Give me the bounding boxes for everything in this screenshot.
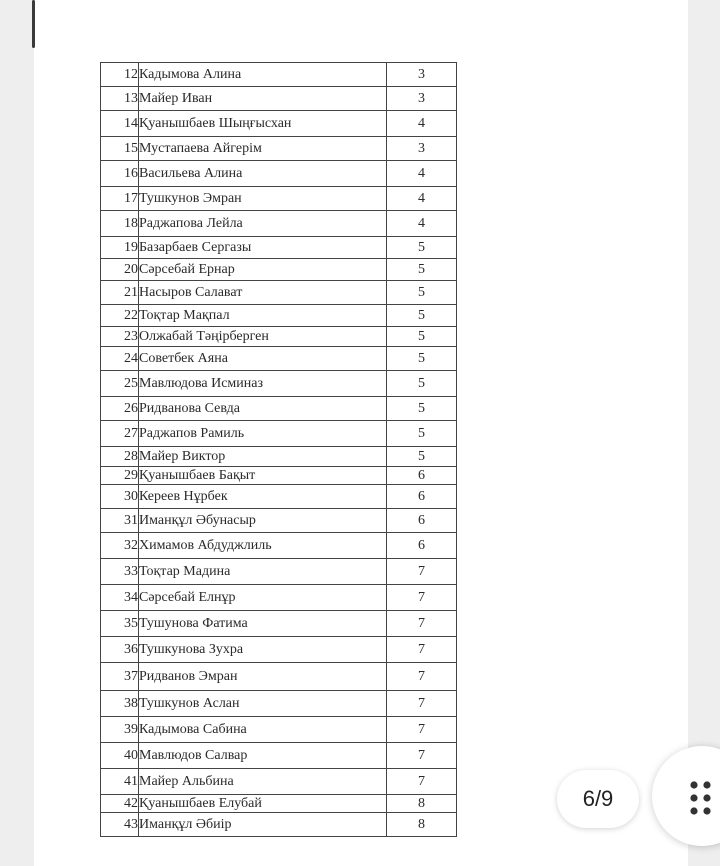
student-grade: 5 xyxy=(387,259,457,281)
row-number: 27 xyxy=(101,421,139,447)
table-row xyxy=(101,211,457,237)
page-edge-mark xyxy=(32,0,35,48)
row-number: 20 xyxy=(101,259,139,281)
student-grade: 4 xyxy=(387,161,457,187)
table-row xyxy=(101,533,457,559)
student-grade: 5 xyxy=(387,421,457,447)
table-row xyxy=(101,137,457,161)
row-number: 24 xyxy=(101,347,139,371)
student-grade: 5 xyxy=(387,371,457,397)
row-number: 22 xyxy=(101,305,139,327)
student-grade: 7 xyxy=(387,743,457,769)
row-number: 43 xyxy=(101,813,139,837)
table-row xyxy=(101,281,457,305)
student-name: Базарбаев Сергазы xyxy=(139,237,387,259)
row-number: 39 xyxy=(101,717,139,743)
row-number: 12 xyxy=(101,63,139,87)
row-number: 32 xyxy=(101,533,139,559)
table-row xyxy=(101,305,457,327)
student-name: Майер Альбина xyxy=(139,769,387,795)
student-name: Сәрсебай Елнұр xyxy=(139,585,387,611)
row-number: 28 xyxy=(101,447,139,467)
table-row xyxy=(101,327,457,347)
student-name: Майер Виктор xyxy=(139,447,387,467)
table-row xyxy=(101,559,457,585)
student-grade: 5 xyxy=(387,397,457,421)
student-grade: 8 xyxy=(387,795,457,813)
page-indicator[interactable] xyxy=(557,770,639,828)
row-number: 42 xyxy=(101,795,139,813)
row-number: 41 xyxy=(101,769,139,795)
table-row xyxy=(101,637,457,663)
student-roster-table xyxy=(100,62,457,837)
table-row xyxy=(101,467,457,485)
student-grade: 8 xyxy=(387,813,457,837)
table-row xyxy=(101,111,457,137)
student-name: Кадымова Сабина xyxy=(139,717,387,743)
grid-dots-icon xyxy=(690,780,716,816)
student-name: Кадымова Алина xyxy=(139,63,387,87)
table-row xyxy=(101,63,457,87)
student-name: Ридванов Эмран xyxy=(139,663,387,691)
table-row xyxy=(101,161,457,187)
table-row xyxy=(101,347,457,371)
table-row xyxy=(101,795,457,813)
student-grade: 7 xyxy=(387,637,457,663)
student-grade: 6 xyxy=(387,533,457,559)
student-name: Мавлюдова Исминаз xyxy=(139,371,387,397)
student-grade: 6 xyxy=(387,509,457,533)
table-row xyxy=(101,259,457,281)
row-number: 40 xyxy=(101,743,139,769)
student-name: Сәрсебай Ернар xyxy=(139,259,387,281)
student-name: Тушунова Фатима xyxy=(139,611,387,637)
row-number: 34 xyxy=(101,585,139,611)
row-number: 17 xyxy=(101,187,139,211)
student-grade: 6 xyxy=(387,485,457,509)
table-row xyxy=(101,237,457,259)
table-row xyxy=(101,691,457,717)
table-row xyxy=(101,485,457,509)
student-name: Майер Иван xyxy=(139,87,387,111)
student-grade: 4 xyxy=(387,111,457,137)
table-row xyxy=(101,585,457,611)
student-grade: 3 xyxy=(387,87,457,111)
student-grade: 3 xyxy=(387,137,457,161)
row-number: 26 xyxy=(101,397,139,421)
student-name: Мавлюдов Салвар xyxy=(139,743,387,769)
row-number: 15 xyxy=(101,137,139,161)
table-row xyxy=(101,447,457,467)
student-name: Қуанышбаев Бақыт xyxy=(139,467,387,485)
student-grade: 5 xyxy=(387,281,457,305)
student-name: Қуанышбаев Шыңғысхан xyxy=(139,111,387,137)
row-number: 25 xyxy=(101,371,139,397)
row-number: 33 xyxy=(101,559,139,585)
table-row xyxy=(101,813,457,837)
table-row xyxy=(101,717,457,743)
student-grade: 5 xyxy=(387,447,457,467)
table-row xyxy=(101,663,457,691)
student-grade: 7 xyxy=(387,611,457,637)
row-number: 30 xyxy=(101,485,139,509)
student-name: Қуанышбаев Елубай xyxy=(139,795,387,813)
student-name: Тоқтар Мадина xyxy=(139,559,387,585)
student-name: Олжабай Тәңірберген xyxy=(139,327,387,347)
student-name: Тушкунов Аслан xyxy=(139,691,387,717)
student-grade: 7 xyxy=(387,769,457,795)
row-number: 36 xyxy=(101,637,139,663)
table-row xyxy=(101,397,457,421)
student-grade: 7 xyxy=(387,559,457,585)
student-grade: 7 xyxy=(387,691,457,717)
student-name: Насыров Салават xyxy=(139,281,387,305)
table-row xyxy=(101,187,457,211)
student-name: Мустапаева Айгерім xyxy=(139,137,387,161)
roster-body xyxy=(101,63,457,837)
student-grade: 4 xyxy=(387,211,457,237)
student-name: Ридванова Севда xyxy=(139,397,387,421)
student-name: Тоқтар Мақпал xyxy=(139,305,387,327)
student-grade: 5 xyxy=(387,327,457,347)
student-name: Тушкунов Эмран xyxy=(139,187,387,211)
page-indicator-label: 6/9 xyxy=(582,786,614,811)
row-number: 35 xyxy=(101,611,139,637)
student-name: Советбек Аяна xyxy=(139,347,387,371)
row-number: 31 xyxy=(101,509,139,533)
student-grade: 7 xyxy=(387,717,457,743)
table-row xyxy=(101,421,457,447)
student-name: Раджапов Рамиль xyxy=(139,421,387,447)
table-row xyxy=(101,509,457,533)
student-grade: 5 xyxy=(387,305,457,327)
student-grade: 5 xyxy=(387,347,457,371)
student-grade: 6 xyxy=(387,467,457,485)
student-name: Васильева Алина xyxy=(139,161,387,187)
student-name: Кереев Нұрбек xyxy=(139,485,387,509)
table-row xyxy=(101,769,457,795)
student-name: Иманқұл Әбунасыр xyxy=(139,509,387,533)
row-number: 14 xyxy=(101,111,139,137)
student-name: Иманқұл Әбиір xyxy=(139,813,387,837)
row-number: 18 xyxy=(101,211,139,237)
table-row xyxy=(101,87,457,111)
student-grade: 7 xyxy=(387,663,457,691)
student-name: Раджапова Лейла xyxy=(139,211,387,237)
student-name: Тушкунова Зухра xyxy=(139,637,387,663)
row-number: 21 xyxy=(101,281,139,305)
table-row xyxy=(101,371,457,397)
row-number: 37 xyxy=(101,663,139,691)
student-name: Химамов Абдуджлиль xyxy=(139,533,387,559)
table-row xyxy=(101,743,457,769)
row-number: 16 xyxy=(101,161,139,187)
row-number: 13 xyxy=(101,87,139,111)
table-row xyxy=(101,611,457,637)
student-grade: 3 xyxy=(387,63,457,87)
student-grade: 4 xyxy=(387,187,457,211)
row-number: 19 xyxy=(101,237,139,259)
row-number: 29 xyxy=(101,467,139,485)
row-number: 23 xyxy=(101,327,139,347)
student-grade: 5 xyxy=(387,237,457,259)
row-number: 38 xyxy=(101,691,139,717)
student-grade: 7 xyxy=(387,585,457,611)
